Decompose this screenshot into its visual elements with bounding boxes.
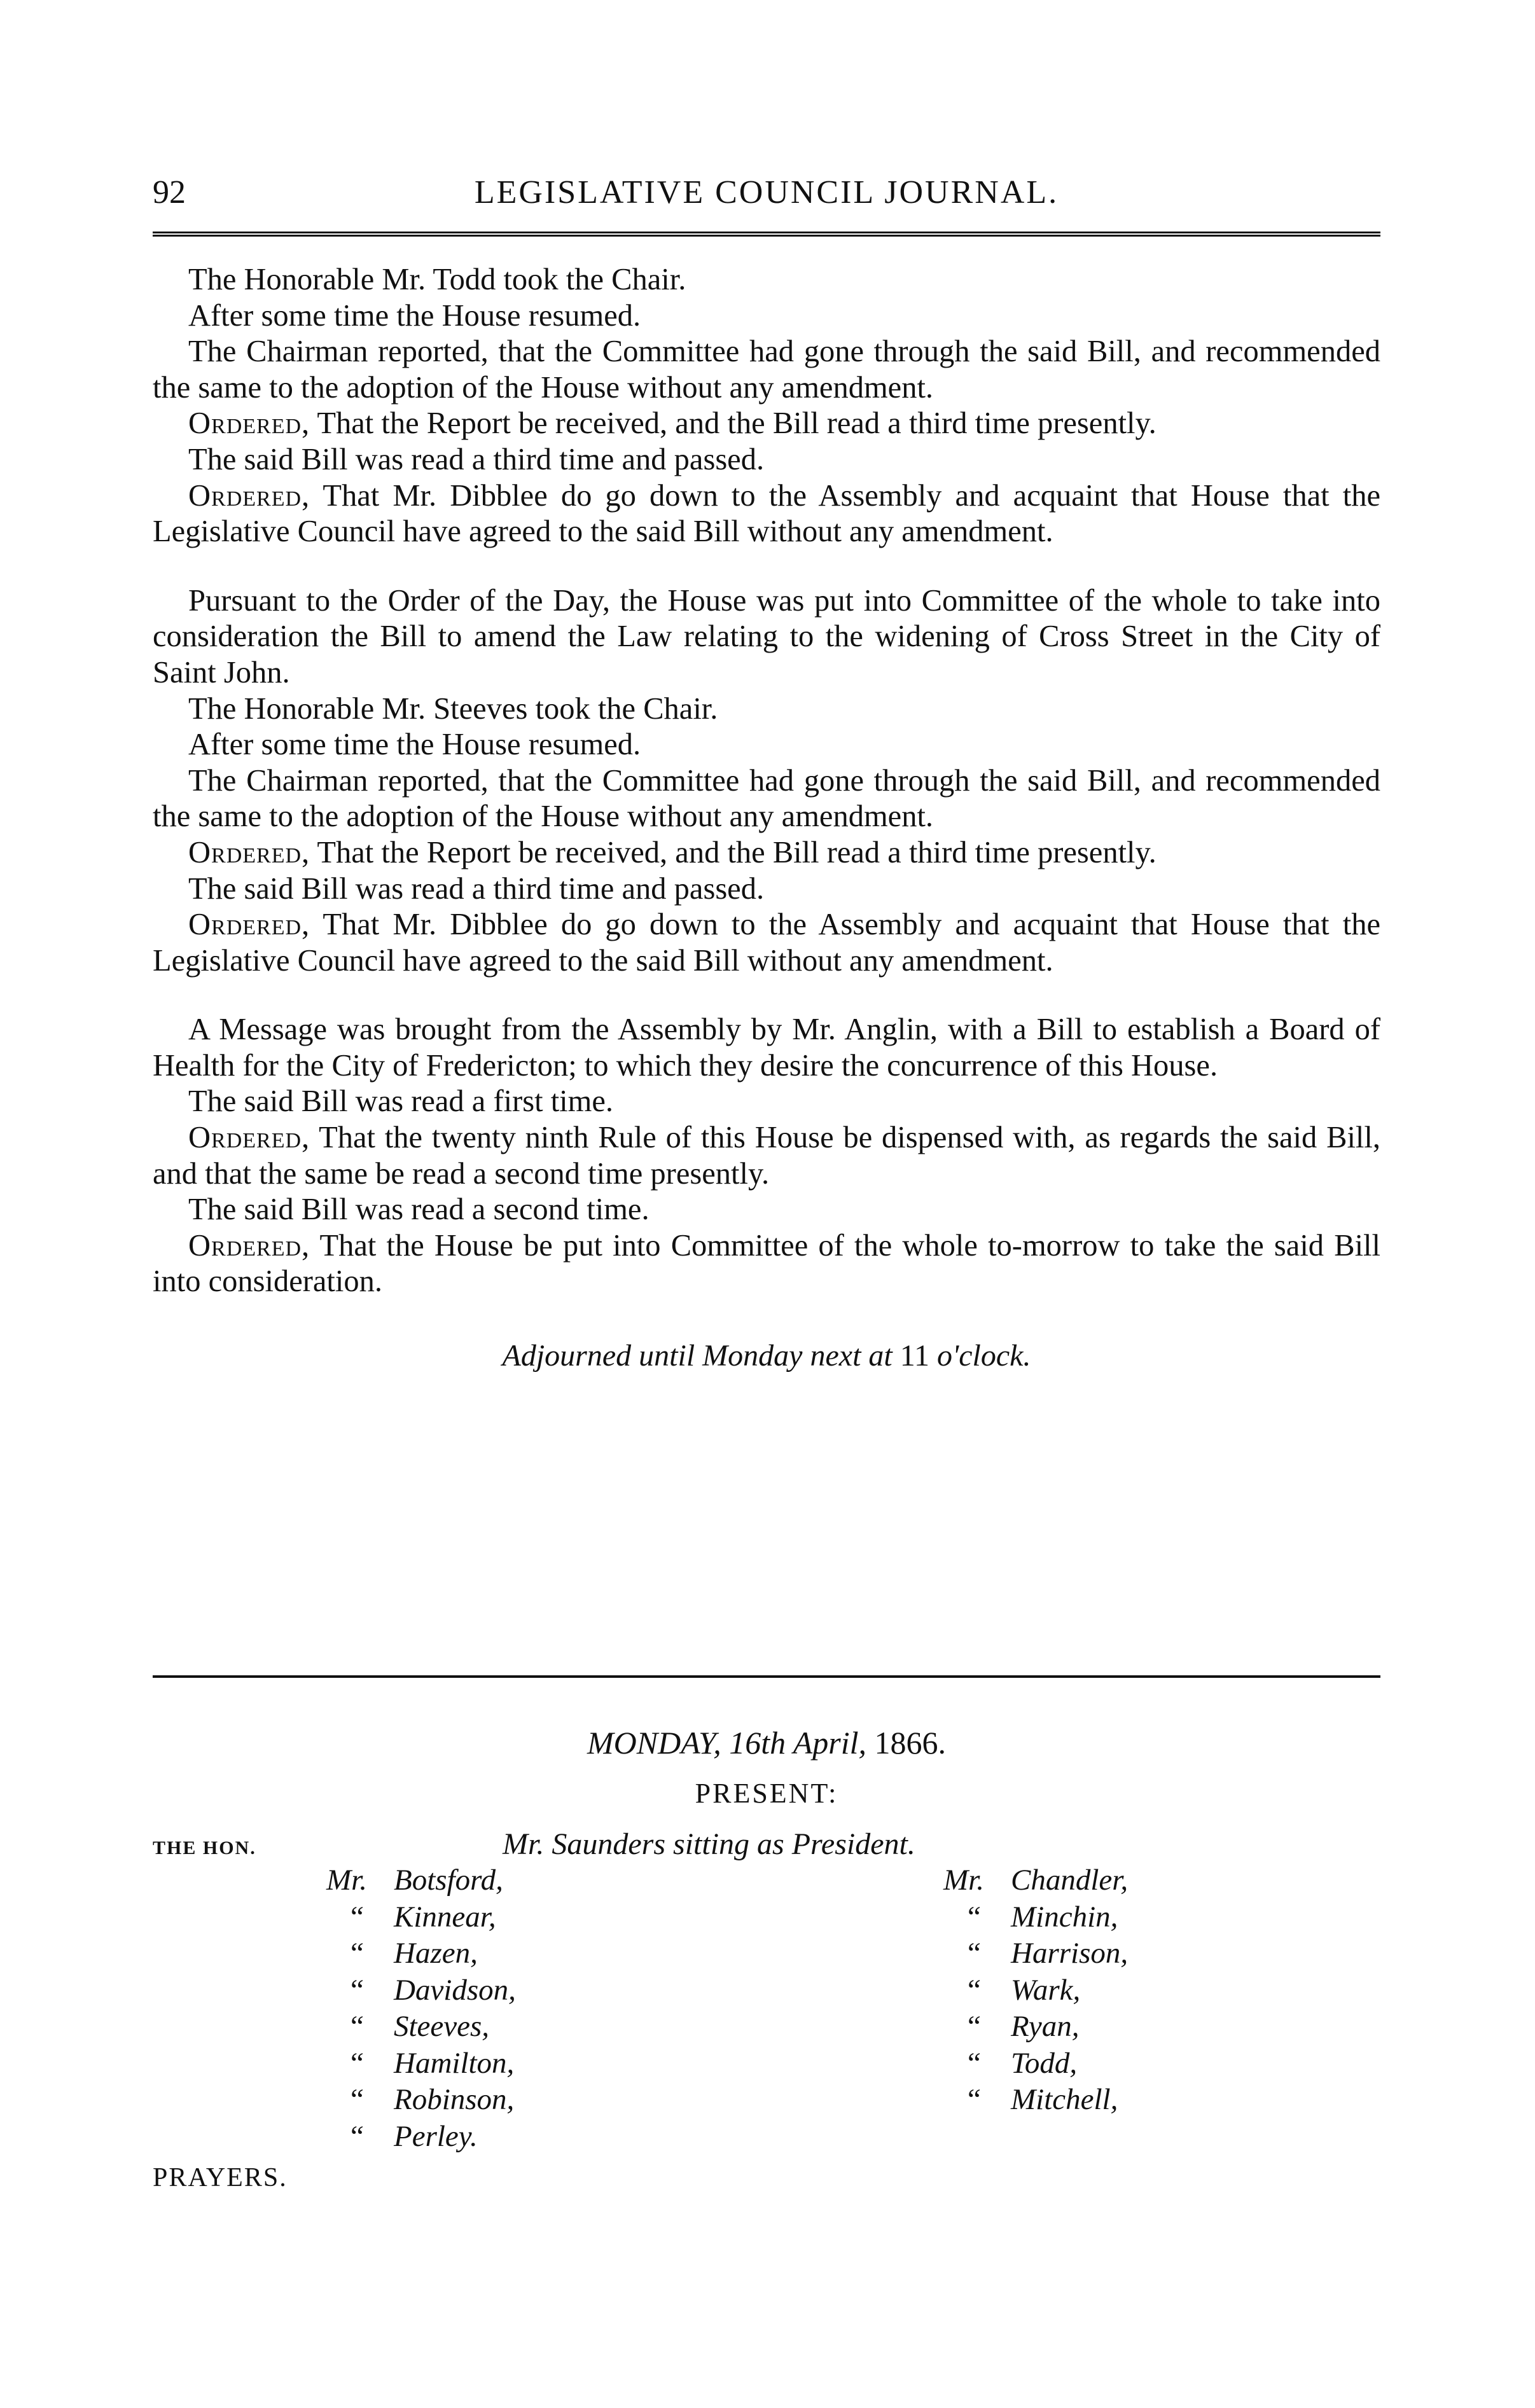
member-row: “ Mitchell, bbox=[968, 2083, 1118, 2116]
paragraph: A Message was brought from the Assembly by Mr. Anglin, with a Bill to establish a Board of Health for the City of Fredericton; to which they desire the concurrence of this House. bbox=[153, 1013, 1380, 1083]
paragraph: The said Bill was read a first time. bbox=[188, 1084, 614, 1119]
paragraph: Ordered, That Mr. Dibblee do go down to the Assembly and acquaint that House that the Legislative Council have agreed to the said Bill without any amendment. bbox=[153, 478, 1380, 549]
page-number: 92 bbox=[153, 174, 186, 211]
members-left-column bbox=[326, 1862, 516, 2155]
prayers-heading: PRAYERS. bbox=[153, 2163, 288, 2192]
paragraph: The said Bill was read a third time and passed. bbox=[188, 871, 765, 906]
paragraph: Ordered, That the Report be received, and the Bill read a third time presently. bbox=[188, 406, 1156, 441]
members-right-column bbox=[943, 1862, 1128, 2119]
member-row: “ Perley. bbox=[351, 2119, 478, 2153]
section-divider-rule bbox=[153, 1675, 1380, 1678]
member-row: “ Minchin, bbox=[968, 1900, 1118, 1934]
paragraph: The Honorable Mr. Steeves took the Chair. bbox=[188, 691, 718, 726]
member-row: “ Ryan, bbox=[968, 2010, 1080, 2043]
header-double-rule bbox=[153, 232, 1380, 237]
paragraph: The said Bill was read a second time. bbox=[188, 1193, 649, 1227]
member-row: “ Hamilton, bbox=[351, 2046, 515, 2080]
paragraph: Ordered, That Mr. Dibblee do go down to the Assembly and acquaint that House that the Legislative Council have agreed to the said Bill without any amendment. bbox=[153, 908, 1380, 978]
member-row: “ Hazen, bbox=[351, 1937, 478, 1970]
member-row: “ Steeves, bbox=[351, 2010, 490, 2043]
paragraph: Ordered, That the Report be received, and the Bill read a third time presently. bbox=[188, 835, 1156, 869]
paragraph: The Chairman reported, that the Committee had gone through the said Bill, and recommended the same to the adoption of the House without any amendment. bbox=[153, 335, 1380, 405]
member-row: “ Todd, bbox=[968, 2046, 1078, 2080]
president-line: Mr. Saunders sitting as President. bbox=[503, 1827, 915, 1861]
proceedings-text bbox=[153, 262, 1380, 1375]
member-row: “ Davidson, bbox=[351, 1973, 516, 2007]
adjournment-line: Adjourned until Monday next at 11 o'clock. bbox=[502, 1339, 1031, 1373]
running-title: LEGISLATIVE COUNCIL JOURNAL. bbox=[474, 174, 1059, 211]
member-row: “ Wark, bbox=[968, 1973, 1081, 2007]
paragraph: Ordered, That the House be put into Committee of the whole to-morrow to take the said Bill into consideration. bbox=[153, 1228, 1380, 1299]
sitting-date: MONDAY, 16th April, 1866. bbox=[587, 1725, 946, 1761]
member-row: “ Robinson, bbox=[351, 2083, 515, 2116]
page-header bbox=[153, 170, 1380, 215]
member-row: “ Kinnear, bbox=[351, 1900, 496, 1934]
paragraph: The said Bill was read a third time and passed. bbox=[188, 442, 765, 476]
paragraph: Ordered, That the twenty ninth Rule of this House be dispensed with, as regards the said Bill, and that the same be read a second time presently. bbox=[153, 1121, 1380, 1191]
paragraph: Pursuant to the Order of the Day, the House was put into Committee of the whole to take into consideration the Bill to amend the Law relating to the widening of Cross Street in the City of Saint John. bbox=[153, 583, 1380, 689]
member-row: Mr. Chandler, bbox=[943, 1864, 1129, 1897]
paragraph: After some time the House resumed. bbox=[188, 728, 641, 762]
member-row: “ Harrison, bbox=[968, 1937, 1129, 1970]
member-row: Mr. Botsford, bbox=[326, 1864, 503, 1897]
paragraph: The Honorable Mr. Todd took the Chair. bbox=[188, 263, 686, 296]
present-heading: PRESENT: bbox=[695, 1778, 838, 1809]
the-hon-label: THE HON. bbox=[153, 1837, 256, 1858]
paragraph: The Chairman reported, that the Committee had gone through the said Bill, and recommended the same to the adoption of the House without any amendment. bbox=[153, 763, 1380, 834]
paragraph: After some time the House resumed. bbox=[188, 298, 641, 333]
